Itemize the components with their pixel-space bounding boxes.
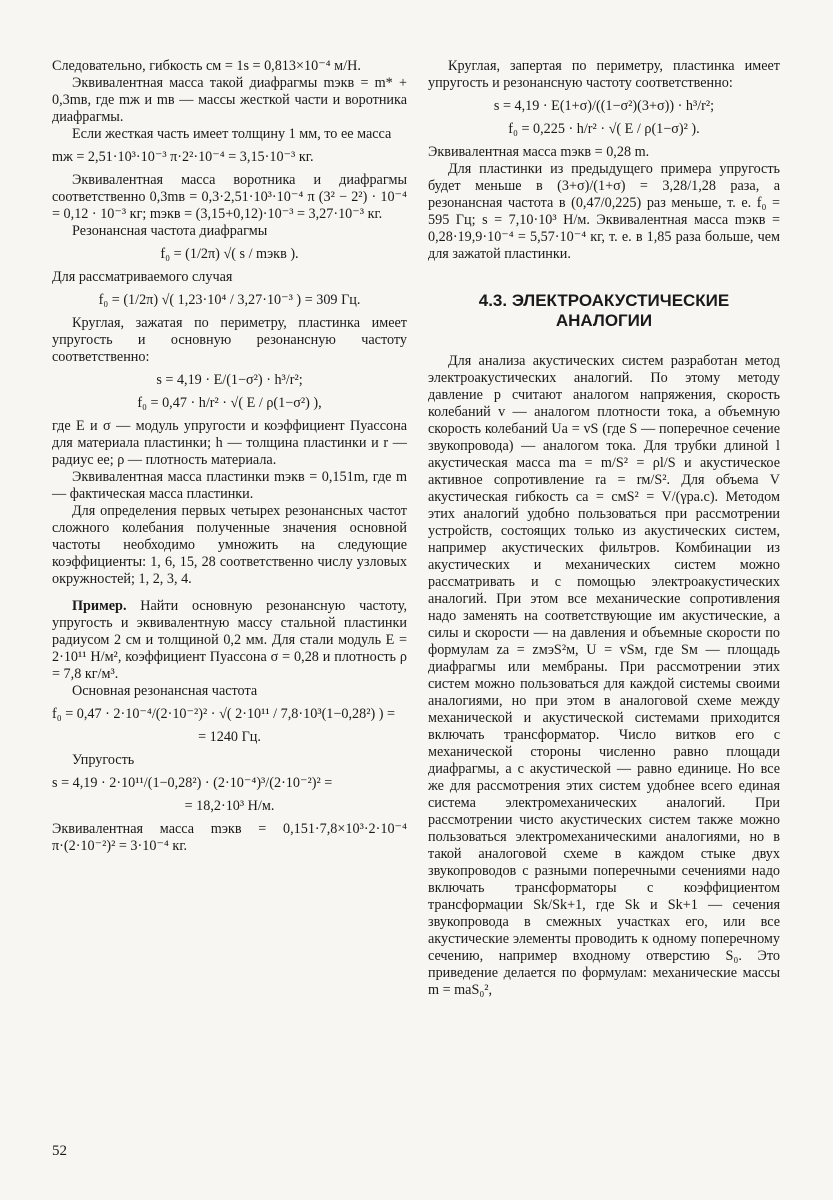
paragraph: Эквивалентная масса mэкв = 0,151·7,8×10³·2·10⁻⁴ π·(2·10⁻²)² = 3·10⁻⁴ кг. [52, 821, 407, 854]
formula: s = 4,19 · E/(1−σ²) · h³/r²; [156, 372, 303, 388]
paragraph: Если жесткая часть имеет толщину 1 мм, то ее масса [72, 126, 392, 142]
formula: f₀ = (1/2π) √( s / mэкв ). [160, 246, 299, 262]
section-heading-line: 4.3. ЭЛЕКТРОАКУСТИЧЕСКИЕ [478, 291, 730, 310]
example-text: Найти основную резонансную частоту, упругость и эквивалентную массу стальной пластинки радиусом 2 см и толщиной 0,2 мм. Для стали модуль E = 2·10¹¹ Н/м², коэффициент Пуассона σ = 0,28 и плотность ρ = 7,8 кг/м³. [52, 598, 408, 682]
left-column [52, 58, 407, 855]
formula: f₀ = (1/2π) √( 1,23·10⁴ / 3,27·10⁻³ ) = 309 Гц. [98, 292, 361, 308]
formula: f₀ = 0,47 · 2·10⁻⁴/(2·10⁻²)² · √( 2·10¹¹ / 7,8·10³(1−0,28²) ) = [52, 706, 396, 722]
formula: f₀ = 0,225 · h/r² · √( E / ρ(1−σ)² ). [508, 121, 700, 137]
paragraph: Основная резонансная частота [72, 683, 258, 699]
paragraph: Для определения первых четырех резонансных частот сложного колебания полученные значения основной частоты необходимо умножить на следующие коэффициенты: 1, 6, 15, 28 соответственно числу узловых окружностей; 1, 2, 3, 4. [52, 503, 407, 587]
formula: = 18,2·10³ Н/м. [184, 798, 275, 814]
paragraph: Круглая, запертая по периметру, пластинка имеет упругость и резонансную частоту соответственно: [428, 58, 780, 91]
paragraph: Эквивалентная масса воротника и диафрагмы соответственно 0,3mв = 0,3·2,51·10³·10⁻⁴ π (3² − 2²) · 10⁻⁴ = 0,12 · 10⁻³ кг; mэкв = (3,15+0,12)·10⁻³ = 3,27·10⁻³ кг. [52, 172, 407, 222]
paragraph: Эквивалентная масса mэкв = 0,28 m. [428, 144, 650, 160]
paragraph: Круглая, зажатая по периметру, пластинка имеет упругость и основную резонансную частоту соответственно: [52, 315, 407, 365]
formula: s = 4,19 · 2·10¹¹/(1−0,28²) · (2·10⁻⁴)³/(2·10⁻²)² = [52, 775, 333, 791]
paragraph: Эквивалентная масса такой диафрагмы mэкв = m* + 0,3mв, где mж и mв — массы жесткой части и воротника диафрагмы. [52, 75, 407, 125]
formula: f₀ = 0,47 · h/r² · √( E / ρ(1−σ²) ), [137, 395, 322, 411]
formula: s = 4,19 · E(1+σ)/((1−σ²)(3+σ)) · h³/r²; [493, 98, 715, 114]
right-column [428, 58, 780, 999]
page-number: 52 [52, 1143, 67, 1159]
paragraph: Упругость [72, 752, 135, 768]
paragraph: Для анализа акустических систем разработан метод электроакустических аналогий. По этому методу давление p считают аналогом напряжения, скорость колебаний v — аналогом плотности тока, а объемную скорость колебаний Uа = vS (где S — поперечное сечение звукопровода) — аналогом тока. Для трубки длиной l акустическая масса mа = m/S² = ρl/S и акустическое активное сопротивление rа = rм/S². Для объема V акустическая гибкость cа = cмS² = V/(γpа.с). Методом этих аналогий удобно пользоваться при рассмотрении устройств, состоящих только из акустических систем, например акустических фильтров. Комбинации из акустических и механических систем можно рассматривать и с помощью электроакустических аналогий. При этом все механические сопротивления надо заменять на соответствующие им акустические, а силы и скорости — на давления и объемные скорости по формулам zа = zмэS²м, U = vSм, где Sм — площадь диафрагмы или мембраны. При рассмотрении этих систем можно пользоваться для каждой системы своими аналогиями, но при этом в аналоговой схеме между механической и акустической системами приходится включать трансформатор. Число витков его с механической стороны численно равно площади диафрагмы, а с акустической — равно единице. Но все же для рассмотрения этих систем удобнее всего единая система электромеханических аналогий. При рассмотрении чисто акустических систем также можно пользоваться электромеханическими аналогиями, но в такой аналоговой схеме в каждом стыке двух звукопроводов с разными поперечными сечениями надо включать трансформаторы с коэффициентом трансформации Sk/Sk+1, где Sk и Sk+1 — сечения звукопровода в смежных участках его, или все акустические элементы проводить к одному поперечному сечению, например входному отверстию S₀. Это приведение делается по формулам: механические массы m = mаS₀², [428, 353, 780, 998]
section-heading [428, 291, 780, 331]
paragraph: где E и σ — модуль упругости и коэффициент Пуассона для материала пластинки; h — толщина пластинки и r — радиус ее; ρ — плотность материала. [52, 418, 407, 468]
paragraph: Для пластинки из предыдущего примера упругость будет меньше в (3+σ)/(1+σ) = 3,28/1,28 раза, а резонансная частота в (0,47/0,225) раз меньше, т. е. f₀ = 595 Гц; s = 7,10·10³ Н/м. Эквивалентная масса mэкв = 0,28·19,9·10⁻⁴ = 5,57·10⁻⁴ кг, т. е. в 1,85 раза больше, чем для зажатой пластинки. [428, 161, 780, 262]
section-heading-line: АНАЛОГИИ [555, 311, 653, 330]
paragraph: Следовательно, гибкость cм = 1s = 0,813×10⁻⁴ м/Н. [52, 58, 361, 74]
formula: = 1240 Гц. [198, 729, 261, 745]
spacer [52, 588, 407, 598]
paragraph: Для рассматриваемого случая [52, 269, 233, 285]
paragraph: Резонансная частота диафрагмы [72, 223, 268, 239]
example-paragraph [52, 598, 407, 683]
paragraph: Эквивалентная масса пластинки mэкв = 0,151m, где m — фактическая масса пластинки. [52, 469, 407, 502]
example-label: Пример. [72, 598, 127, 614]
formula: mж = 2,51·10³·10⁻³ π·2²·10⁻⁴ = 3,15·10⁻³ кг. [52, 149, 314, 165]
